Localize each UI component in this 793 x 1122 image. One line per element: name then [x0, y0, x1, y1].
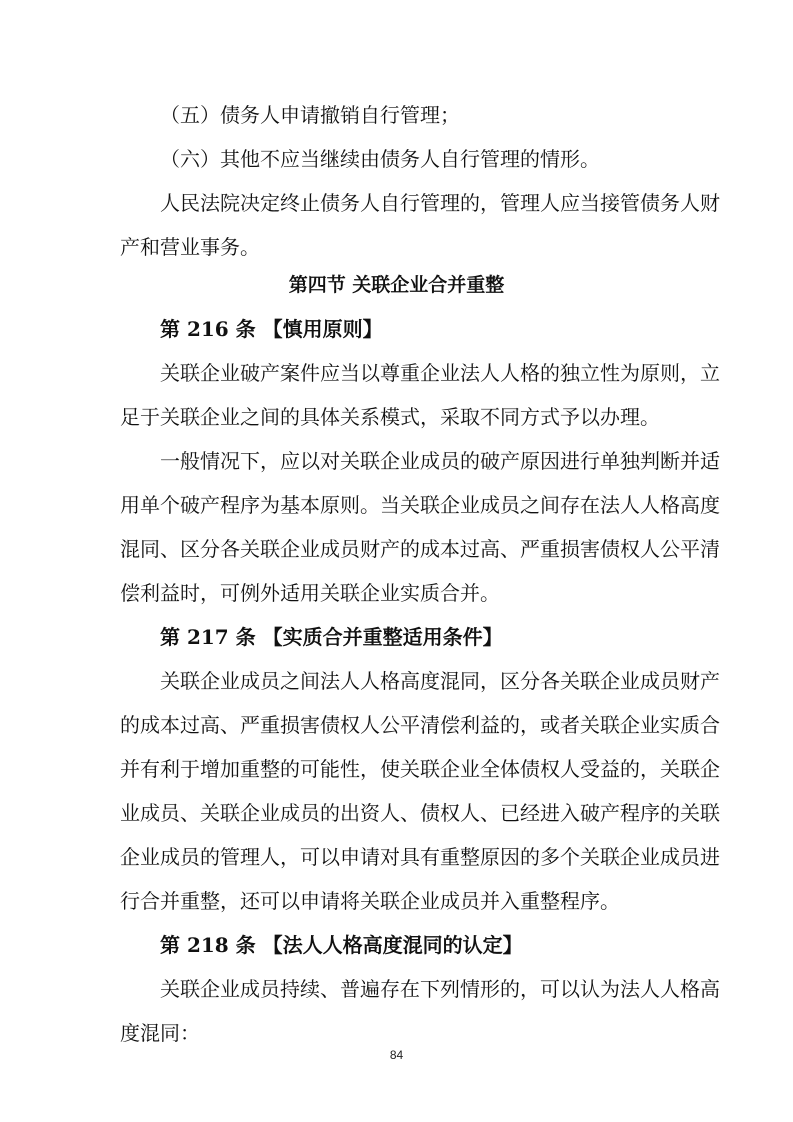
paragraph-line: 并有利于增加重整的可能性，使关联企业全体债权人受益的，关联企 [120, 757, 720, 781]
paragraph-line: 足于关联企业之间的具体关系模式，采取不同方式予以办理。 [120, 405, 660, 429]
paragraph-line: 偿利益时，可例外适用关联企业实质合并。 [120, 581, 500, 605]
article-217-heading: 第 217 条 【实质合并重整适用条件】 [160, 625, 503, 649]
list-item-6: （六）其他不应当继续由债务人自行管理的情形。 [160, 147, 600, 171]
paragraph-line: 关联企业成员之间法人人格高度混同，区分各关联企业成员财产 [160, 669, 720, 693]
section-title: 第四节 关联企业合并重整 [288, 274, 505, 296]
paragraph-line: 用单个破产程序为基本原则。当关联企业成员之间存在法人人格高度 [120, 493, 720, 517]
paragraph-line: 关联企业成员持续、普遍存在下列情形的，可以认为法人人格高 [160, 977, 720, 1001]
paragraph-line: 业成员、关联企业成员的出资人、债权人、已经进入破产程序的关联 [120, 801, 720, 825]
paragraph-line: 一般情况下，应以对关联企业成员的破产原因进行单独判断并适 [160, 449, 720, 473]
paragraph-line: 人民法院决定终止债务人自行管理的，管理人应当接管债务人财 [160, 191, 720, 215]
paragraph-line: 度混同： [120, 1021, 200, 1045]
paragraph-line: 产和营业事务。 [120, 235, 260, 259]
list-item-5: （五）债务人申请撤销自行管理； [160, 103, 460, 127]
article-216-heading: 第 216 条 【慎用原则】 [160, 317, 383, 341]
paragraph-line: 关联企业破产案件应当以尊重企业法人人格的独立性为原则，立 [160, 361, 720, 385]
paragraph-line: 企业成员的管理人，可以申请对具有重整原因的多个关联企业成员进 [120, 845, 720, 869]
page-number: 84 [389, 1048, 404, 1062]
paragraph-line: 混同、区分各关联企业成员财产的成本过高、严重损害债权人公平清 [120, 537, 720, 561]
paragraph-line: 行合并重整，还可以申请将关联企业成员并入重整程序。 [120, 889, 620, 913]
article-218-heading: 第 218 条 【法人人格高度混同的认定】 [160, 933, 523, 957]
paragraph-line: 的成本过高、严重损害债权人公平清偿利益的，或者关联企业实质合 [120, 713, 720, 737]
